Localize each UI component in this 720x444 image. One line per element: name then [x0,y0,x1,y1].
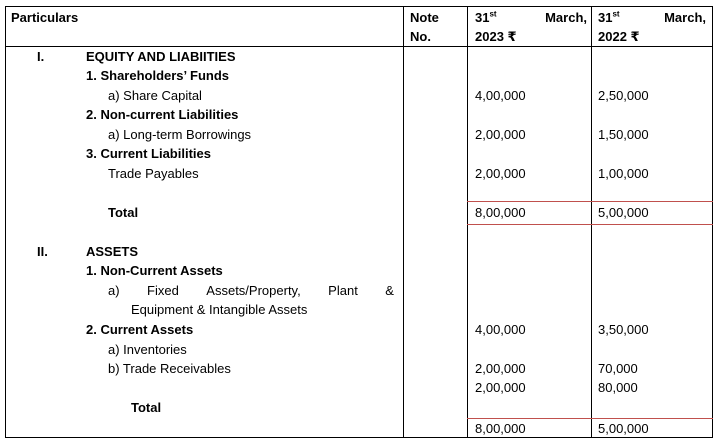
header-particulars: Particulars [11,10,79,25]
section1-total-2022: 5,00,000 [598,205,649,220]
header-2022-year: 2022 ₹ [598,29,640,44]
section1-group3-title: 3. Current Liabilities [86,146,211,161]
section2-total-2023: 8,00,000 [475,421,526,436]
section2-title: ASSETS [86,244,139,259]
column-divider-2023 [467,6,468,438]
header-2023-line1: 31st March, [475,9,587,25]
section2-group1-title: 1. Non-Current Assets [86,263,223,278]
section2-group1-item-line1: a) Fixed Assets/Property, Plant & [108,283,394,298]
section1-group2-title: 2. Non-current Liabilities [86,107,239,122]
section2-roman: II. [37,244,48,259]
section1-value-2023: 2,00,000 [475,166,526,181]
section2-total-rule [467,418,713,419]
section1-value-2023: 4,00,000 [475,88,526,103]
header-2022-line1: 31st March, [598,9,706,25]
section2-value-2022: 70,000 [598,361,638,376]
section2-total-2022: 5,00,000 [598,421,649,436]
header-note-no: No. [410,29,431,44]
header-note: Note [410,10,439,25]
section1-group2-item: a) Long-term Borrowings [108,127,252,142]
section2-value-2023: 2,00,000 [475,380,526,395]
section2-value-2022: 80,000 [598,380,638,395]
section1-group1-item: a) Share Capital [108,88,202,103]
header-divider [5,46,713,47]
section2-value-2023: 4,00,000 [475,322,526,337]
section1-value-2023: 2,00,000 [475,127,526,142]
section1-total-bottom-rule [467,224,713,225]
section2-group2-title: 2. Current Assets [86,322,194,337]
section1-roman: I. [37,49,45,64]
section1-group3-item: Trade Payables [108,166,199,181]
section1-title: EQUITY AND LIABIITIES [86,49,236,64]
section2-value-2022: 3,50,000 [598,322,649,337]
column-divider-note [403,6,404,438]
section2-total-label: Total [131,400,162,415]
section2-group2-item1: a) Inventories [108,342,187,357]
section1-total-label: Total [108,205,139,220]
column-divider-2022 [591,6,592,438]
section1-value-2022: 2,50,000 [598,88,649,103]
section1-total-top-rule [467,201,713,202]
section1-group1-title: 1. Shareholders’ Funds [86,68,230,83]
section1-value-2022: 1,00,000 [598,166,649,181]
section2-group2-item2: b) Trade Receivables [108,361,231,376]
section2-group1-item-line2: Equipment & Intangible Assets [131,302,308,317]
section1-total-2023: 8,00,000 [475,205,526,220]
header-2023-year: 2023 ₹ [475,29,517,44]
section2-value-2023: 2,00,000 [475,361,526,376]
section1-value-2022: 1,50,000 [598,127,649,142]
